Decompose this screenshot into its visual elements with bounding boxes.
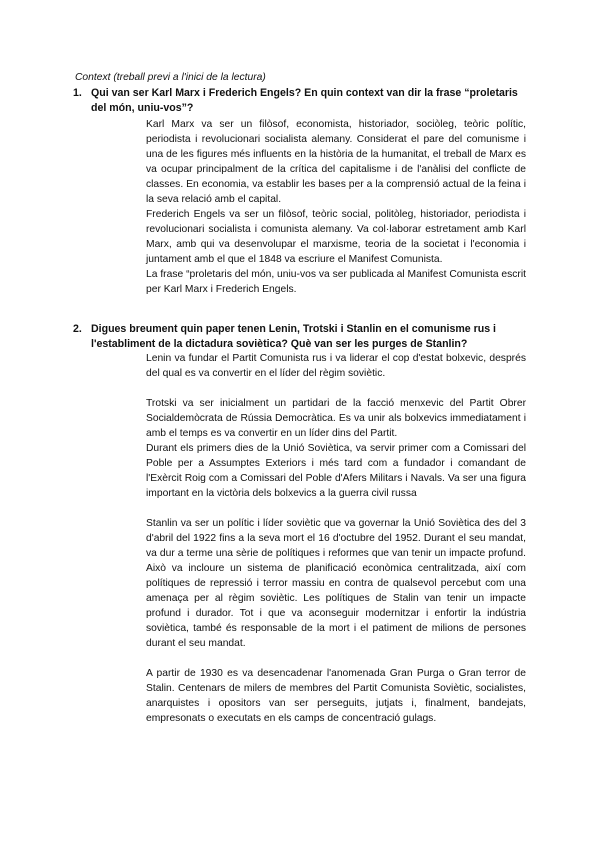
- answer-2-paragraph-lenin: Lenin va fundar el Partit Comunista rus i va liderar el cop d'estat bolxevic, després del qual es va convertir en el líder del règim soviètic.: [146, 353, 526, 379]
- answer-2: [146, 351, 526, 726]
- question-2-text: Digues breument quin paper tenen Lenin, Trotski i Stanlin en el comunisme rus i l'establiment de la dictadura soviètica? Què van ser les purges de Stanlin?: [91, 323, 496, 350]
- context-heading: Context (treball previ a l'inici de la lectura): [75, 72, 266, 83]
- answer-2-paragraph-stalin: Stanlin va ser un polític i líder soviètic que va governar la Unió Soviètica des del 3 d'abril del 1922 fins a la seva mort el 16 d'octubre del 1952. Durant el seu mandat, va dur a terme una sèrie de polítiques i reformes que van tenir un impacte profund. Això va incloure un sistema de planificació econòmica centralitzada, així com polítiques de repressió i terror massiu en contra de qualsevol percebut com una amenaça per al règim soviètic. Les polítiques de Stalin van tenir un impacte profund i durador. Tot i que va aconseguir modernitzar i enfortir la indústria soviètica, també és responsable de la mort i el patiment de milions de persones durant el seu mandat.: [146, 518, 526, 649]
- answer-1-paragraph-marx: Karl Marx va ser un filòsof, economista, historiador, sociòleg, teòric polític, periodista i revolucionari socialista alemany. Considerat el pare del comunisme i una de les figures més influents en la història de la humanitat, el treball de Marx es va ocupar principalment de la crítica del capitalisme i de l'anàlisi del conflicte de classes. En economia, va establir les bases per a la comprensió actual de la feina i la seva relació amb el capital.: [146, 119, 526, 205]
- answer-1-paragraph-phrase: La frase “proletaris del món, uniu-vos va ser publicada al Manifest Comunista escrit per Karl Marx i Frederich Engels.: [146, 269, 527, 295]
- question-2-number: 2.: [73, 323, 82, 335]
- answer-2-paragraph-purges: A partir de 1930 es va desencadenar l'anomenada Gran Purga o Gran terror de Stalin. Centenars de milers de membres del Partit Comunista Soviètic, socialistes, anarquistes i opositors van ser perseguits, jutjats i, finalment, bandejats, empresonats o executats en els camps de concentració gulags.: [146, 668, 526, 724]
- paragraph-gap: [146, 501, 526, 516]
- question-2: [73, 322, 531, 352]
- paragraph-gap: [146, 381, 526, 396]
- answer-2-paragraph-trotski-roles: Durant els primers dies de la Unió Soviètica, va servir primer com a Comissari del Poble per a Assumptes Exteriors i més tard com a fundador i comandant de l'Exèrcit Roig com a Comissari del Poble d'Afers Militars i Navals. Va ser una figura important en la victòria dels bolxevics a la guerra civil russa: [146, 443, 526, 499]
- answer-2-paragraph-trotski: Trotski va ser inicialment un partidari de la facció menxevic del Partit Obrer Socialdemòcrata de Rússia Democràtica. Es va unir als bolxevics immediatament i amb el temps es va convertir en un líder dins del Partit.: [146, 398, 526, 439]
- question-1-number: 1.: [73, 87, 82, 99]
- answer-1-paragraph-engels: Frederich Engels va ser un filòsof, teòric social, politòleg, historiador, periodista i revolucionari socialista i comunista alemany. Va col·laborar estretament amb Karl Marx, amb qui va desenvolupar el marxisme, teoria de la societat i l'economia i juntament amb el que el 1848 va escriure el Manifest Comunista.: [146, 209, 526, 265]
- question-1: [73, 86, 531, 116]
- answer-1: [146, 117, 526, 297]
- paragraph-gap: [146, 651, 526, 666]
- question-1-text: Qui van ser Karl Marx i Frederich Engels? En quin context van dir la frase “proletaris del món, uniu-vos”?: [91, 87, 518, 114]
